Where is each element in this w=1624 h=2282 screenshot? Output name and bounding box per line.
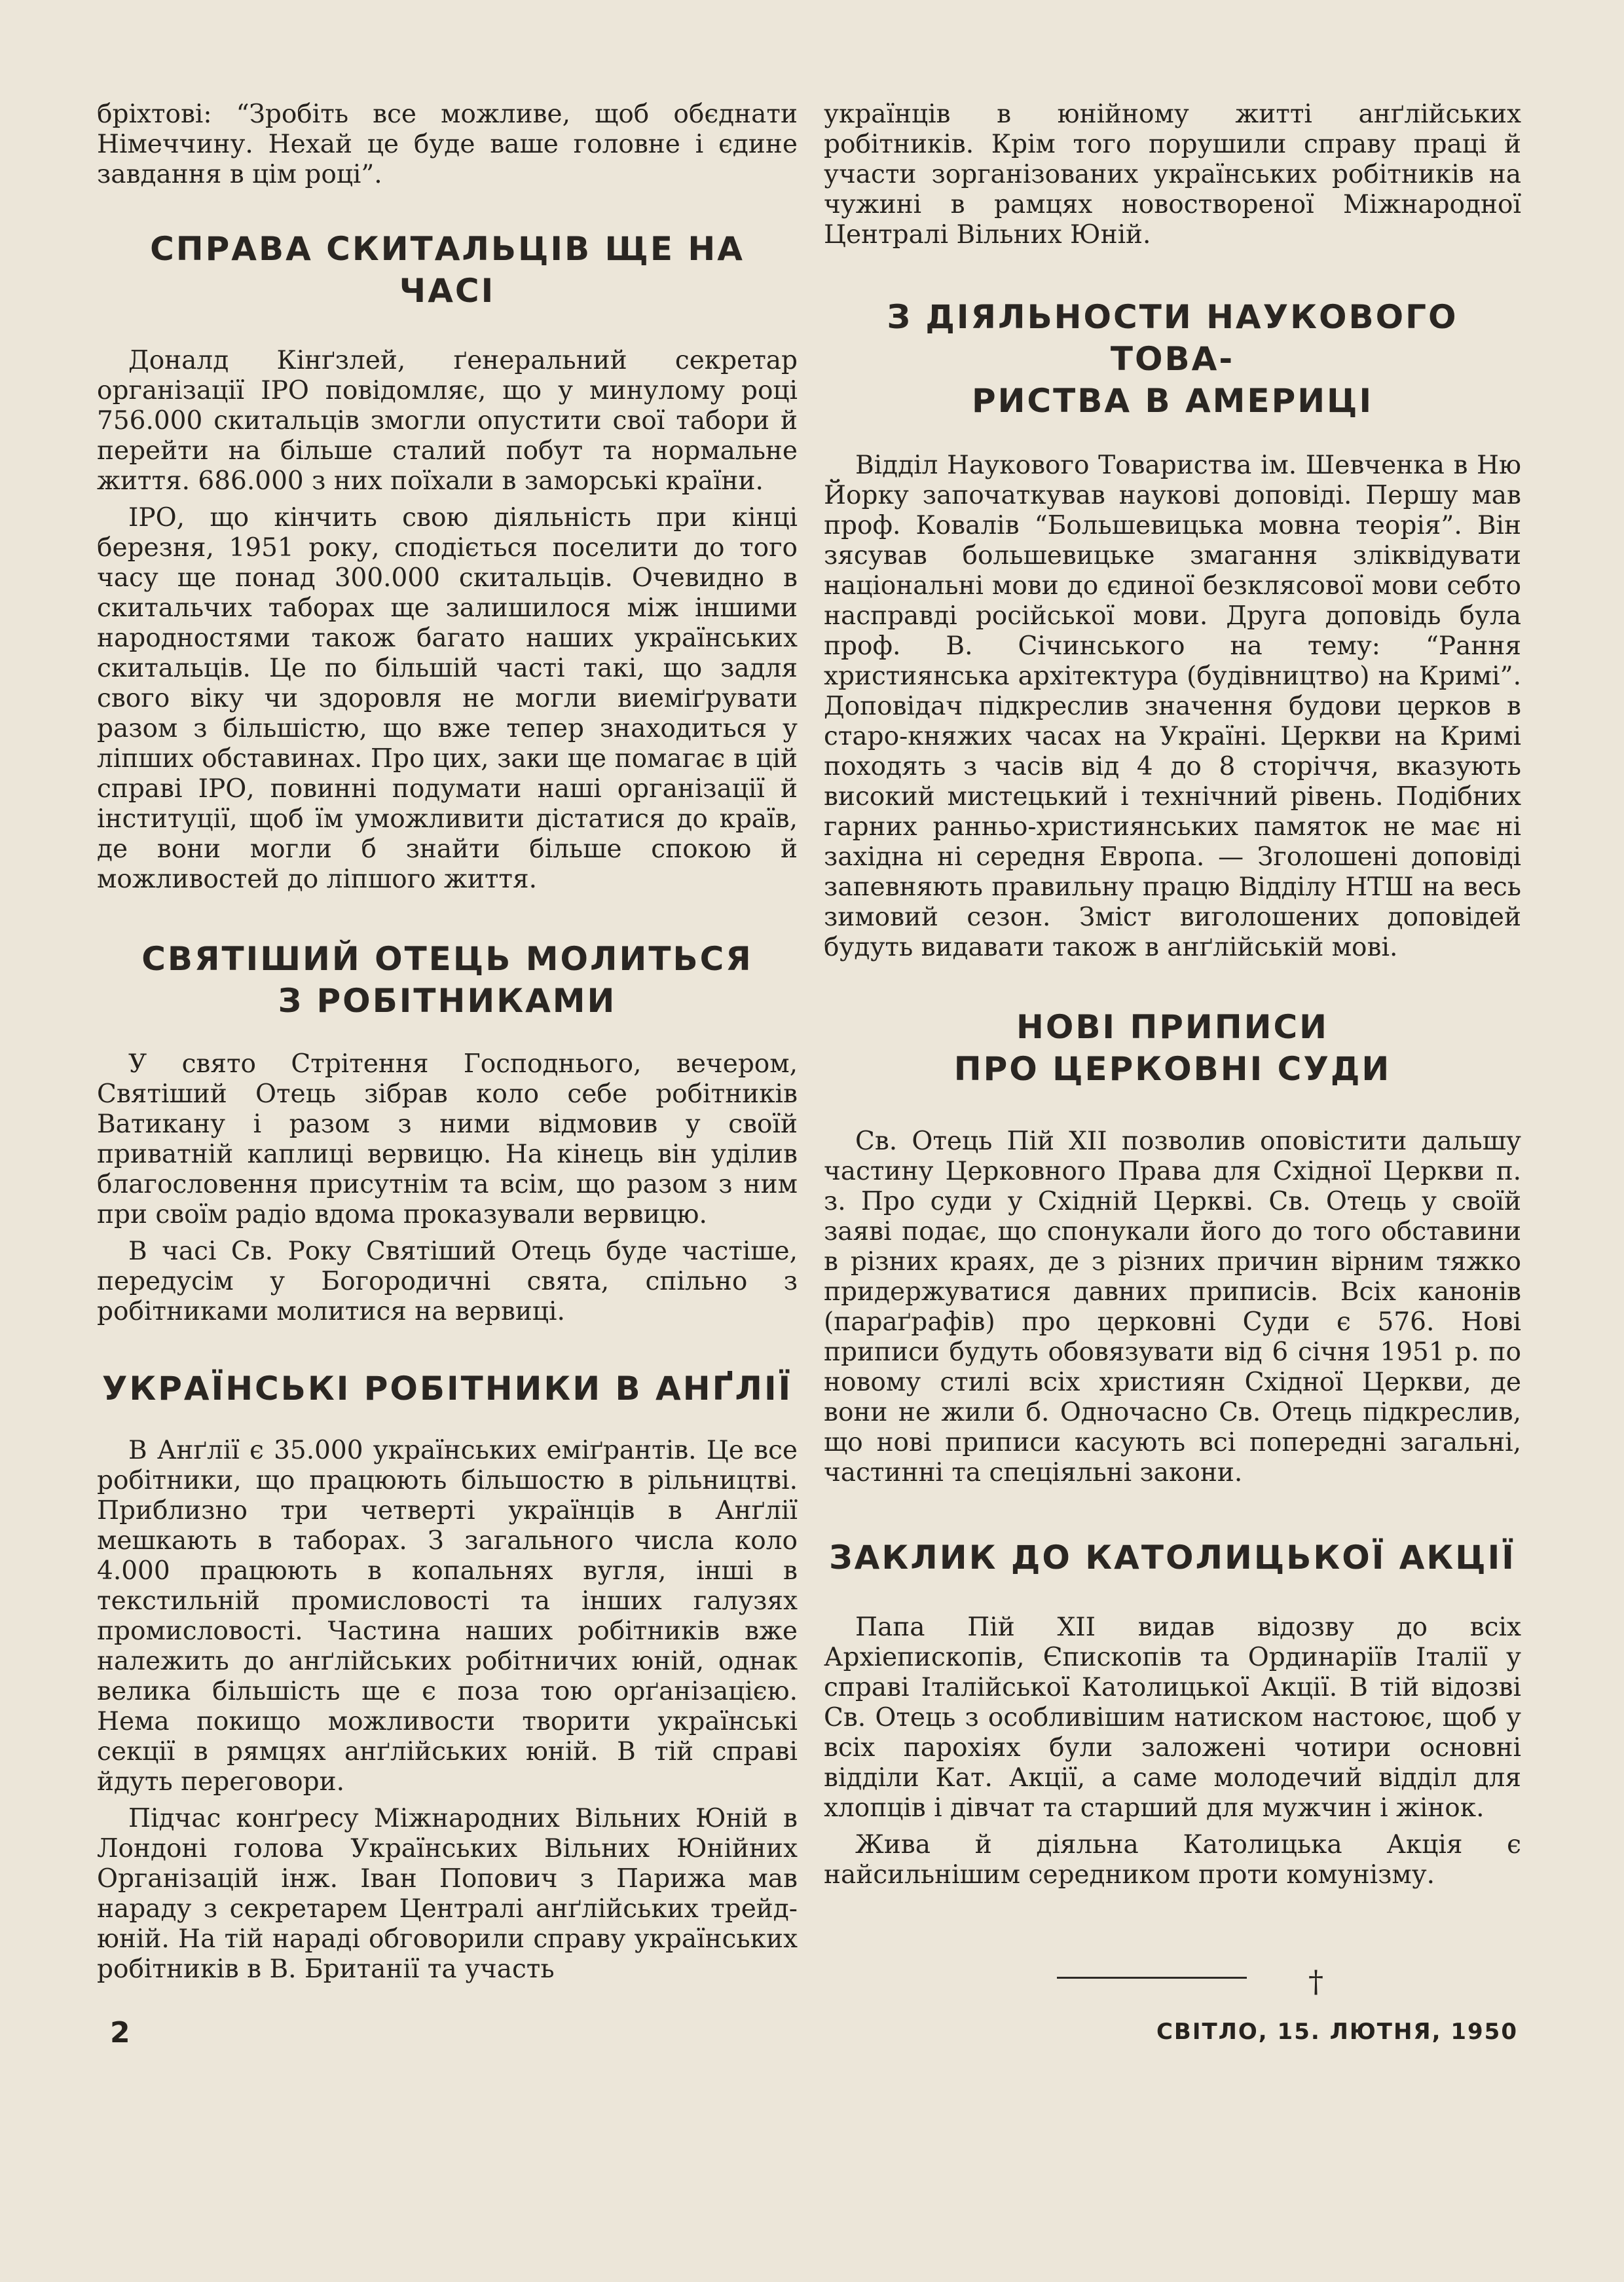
- catholic-action-paragraph-2: Жива й діяльна Католицька Акція є найсильнішим середником проти комунізму.: [824, 1830, 1521, 1890]
- intro-paragraph: бріхтові: “Зробіть все можливе, щоб обєднати Німеччину. Нехай це буде ваше головне і єдине завдання в цім році”.: [97, 100, 798, 189]
- right-column: [824, 98, 1521, 1890]
- workers-england-paragraph-1: В Анґлії є 35.000 українських еміґрантів. Це все робітники, що працюють більшостю в рільництві. Приблизно три четверті українців в Анґлії мешкають в таборах. З загального числа коло 4.000 працюють в копальнях вугля, інші в текстильній промисловості та інших галузях промисловості. Частина наших робітників вже належить до анґлійських робітничих юній, однак велика більшість ще є поза тою орґанізацією. Нема покищо можливости творити українські секції в рямцях анґлійських юній. В тій справі йдуть переговори.: [97, 1436, 798, 1797]
- heading-scientific-society-line2: РИСТВА В АМЕРИЦІ: [971, 382, 1374, 420]
- heading-scientific-society-line1: З ДІЯЛЬНОСТИ НАУКОВОГО ТОВА-: [887, 298, 1458, 378]
- heading-pope-workers-line2: З РОБІТНИКАМИ: [278, 982, 617, 1020]
- heading-scientific-society: [824, 296, 1521, 422]
- end-rule: [1057, 1977, 1247, 1979]
- church-courts-paragraph: Св. Отець Пій XII позволив оповістити дальшу частину Церковного Права для Східної Церкви п. з. Про суди у Східній Церкві. Св. Отець у своїй заяві подає, що спонукали його до того обставини в різних краях, де з різних причин вірним тяжко придержуватися давних приписів. Всіх канонів (параґрафів) про церковні Суди є 576. Нові приписи будуть обовязувати від 6 січня 1951 р. по новому стилі всіх християн Східної Церкви, де вони не жили б. Одночасно Св. Отець підкреслив, що нові приписи касують всі попередні загальні, частинні та спеціяльні закони.: [824, 1127, 1521, 1487]
- page-number: 2: [110, 2016, 130, 2049]
- heading-church-courts-line1: НОВІ ПРИПИСИ: [1016, 1008, 1329, 1046]
- heading-catholic-action: ЗАКЛИК ДО КАТОЛИЦЬКОЇ АКЦІЇ: [829, 1539, 1516, 1577]
- left-column: [97, 98, 798, 1985]
- refugees-paragraph-1: Доналд Кінґзлей, ґенеральний секретар організації ІРО повідомляє, що у минулому році 756.000 скитальців змогли опустити свої табори й перейти на більше сталий побут та нормальне життя. 686.000 з них поїхали в заморські країни.: [97, 346, 798, 496]
- heading-refugees: СПРАВА СКИТАЛЬЦІВ ЩЕ НА ЧАСІ: [150, 230, 745, 310]
- refugees-paragraph-2: ІРО, що кінчить свою діяльність при кінці березня, 1951 року, сподіється поселити до того часу ще понад 300.000 скитальців. Очевидно в скитальчих таборах ще залишилося між іншими народностями також багато наших українських скитальців. Це по більшій часті такі, що задля свого віку чи здоровля не могли виеміґрувати разом з більшістю, що вже тепер знаходиться у ліпших обставинах. Про цих, заки ще помагає в цій справі ІРО, повинні подумати наші організації й інституції, щоб їм уможливити дістатися до країв, де вони могли б знайти більше спокою й можливостей до ліпшого життя.: [97, 503, 798, 894]
- heading-church-courts: [824, 1006, 1521, 1090]
- heading-pope-workers: [97, 938, 798, 1022]
- heading-workers-england: УКРАЇНСЬКІ РОБІТНИКИ В АНҐЛІЇ: [101, 1370, 793, 1408]
- end-mark: †: [1308, 1964, 1323, 1999]
- heading-church-courts-line2: ПРО ЦЕРКОВНІ СУДИ: [953, 1050, 1392, 1088]
- dateline: СВІТЛО, 15. ЛЮТНЯ, 1950: [1156, 2019, 1518, 2045]
- pope-workers-paragraph-1: У свято Стрітення Господнього, вечером, Святіший Отець зібрав коло себе робітників Ватикану і разом з ними відмовив у своїй приватній каплиці вервицю. На кінець він уділив благословення присутнім та всім, що разом з ним при своїм радіо вдома проказували вервицю.: [97, 1049, 798, 1229]
- continuation-paragraph: українців в юнійному житті анґлійських робітників. Крім того порушили справу праці й участи зорганізованих українських робітників на чужині в рамцях новоствореної Міжнародної Централі Вільних Юній.: [824, 100, 1521, 250]
- pope-workers-paragraph-2: В часі Св. Року Святіший Отець буде частіше, передусім у Богородичні свята, спільно з робітниками молитися на вервиці.: [97, 1237, 798, 1326]
- scientific-society-paragraph: Відділ Наукового Товариства ім. Шевченка в Ню Йорку започаткував наукові доповіді. Першу мав проф. Ковалів “Большевицька мовна теорія”. Він зясував большевицьке змагання зліквідувати національні мови до єдиної безклясової мови себто насправді російської мови. Друга доповідь була проф. В. Січинського на тему: “Рання християнська архітектура (будівництво) на Кримі”. Доповідач підкреслив значення будови церков в старо-княжих часах на Україні. Церкви на Кримі походять з часів від 4 до 8 сторіччя, вказують високий мистецький і технічний рівень. Подібних гарних ранньо-християнських памяток не має ні західна ні середня Европа. — Зголошені доповіді запевняють правильну працю Відділу НТШ на весь зимовий сезон. Зміст виголошених доповідей будуть видавати також в анґлійській мові.: [824, 451, 1521, 962]
- heading-pope-workers-line1: СВЯТІШИЙ ОТЕЦЬ МОЛИТЬСЯ: [141, 940, 753, 978]
- catholic-action-paragraph-1: Папа Пій XII видав відозву до всіх Архіепископів, Єпископів та Ординаріїв Італії у справі Італійської Католицької Акції. В тій відозві Св. Отець з особливішим натиском настоює, щоб у всіх парохіях були заложені чотири основні відділи Кат. Акції, а саме молодечий відділ для хлопців і дівчат та старший для мужчин і жінок.: [824, 1613, 1521, 1823]
- workers-england-paragraph-2: Підчас конґресу Міжнародних Вільних Юній в Лондоні голова Українських Вільних Юнійних Організацій інж. Іван Попович з Парижа мав нараду з секретарем Централі анґлійських трейд-юній. На тій нараді обговорили справу українських робітників в В. Британії та участь: [97, 1804, 798, 1984]
